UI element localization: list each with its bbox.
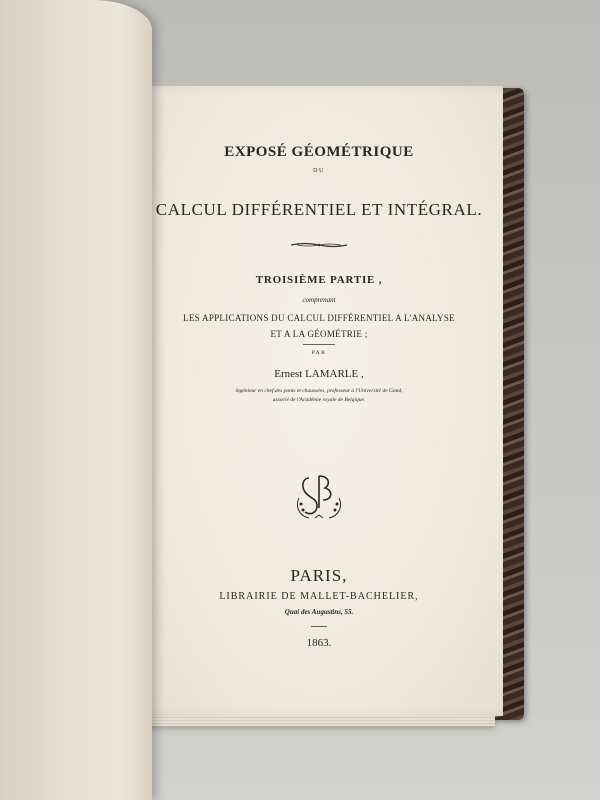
- subject-line-2: ET A LA GÉOMÉTRIE ;: [270, 329, 368, 339]
- title-line-2: DU: [313, 168, 325, 174]
- left-page-flyleaf: [0, 0, 152, 800]
- comprenant-label: comprenant: [302, 296, 336, 304]
- small-rule-2: [311, 626, 327, 627]
- publisher-address: Quai des Augustins, 55.: [284, 608, 354, 616]
- title-line-1: EXPOSÉ GÉOMÉTRIQUE: [224, 144, 414, 160]
- publisher-monogram-icon: [291, 468, 347, 524]
- city: PARIS,: [290, 566, 348, 585]
- author-title-1: ingénieur en chef des ponts et chaussées, professeur à l'Université de Gand,: [235, 388, 403, 394]
- year: 1863.: [306, 637, 332, 649]
- title-page: [135, 86, 503, 716]
- author-title-2: associé de l'Académie royale de Belgique.: [272, 397, 366, 403]
- ornament-rule-icon: [135, 236, 503, 254]
- small-rule: [303, 344, 335, 345]
- par-label: PAR: [311, 350, 327, 356]
- main-title: CALCUL DIFFÉRENTIEL ET INTÉGRAL.: [155, 200, 483, 219]
- publisher: LIBRAIRIE DE MALLET-BACHELIER,: [219, 591, 419, 602]
- subject-line-1: LES APPLICATIONS DU CALCUL DIFFÉRENTIEL A L'ANALYSE: [183, 313, 455, 323]
- author-name: Ernest LAMARLE ,: [274, 368, 364, 380]
- part-title: TROISIÈME PARTIE ,: [255, 274, 383, 286]
